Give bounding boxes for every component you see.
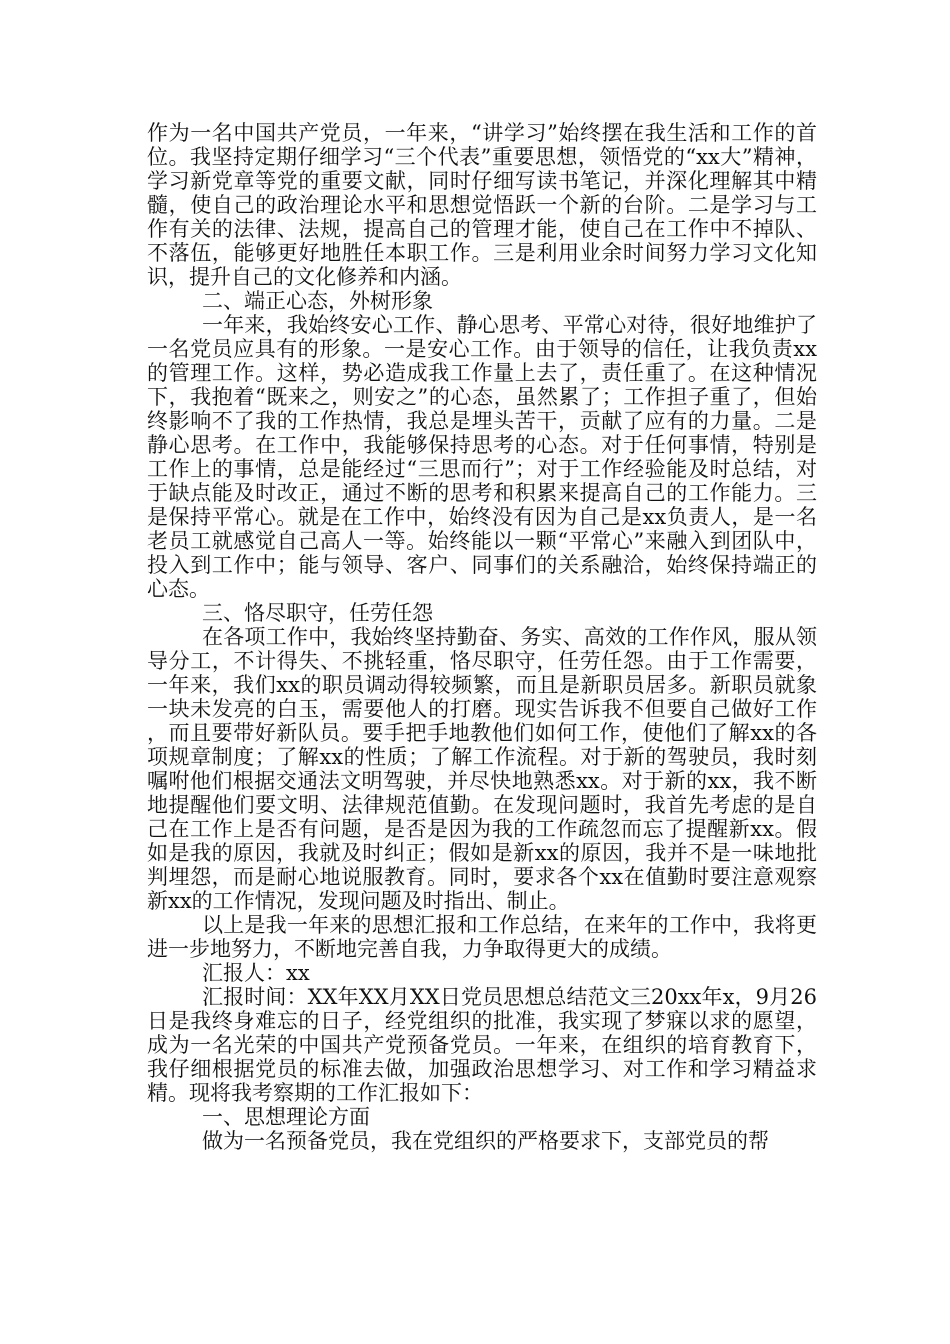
- paragraph-conclusion: 以上是我一年来的思想汇报和工作总结，在来年的工作中，我将更进一步地努力，不断地完善自我，力争取得更大的成绩。: [147, 913, 817, 961]
- paragraph-theory: 做为一名预备党员，我在党组织的严格要求下，支部党员的帮: [202, 1129, 769, 1153]
- paragraph-attitude: 一年来，我始终安心工作、静心思考、平常心对待，很好地维护了一名党员应具有的形象。一是安心工作。由于领导的信任，让我负责xx的管理工作。这样，势必造成我工作量上去了，责任重了。在这种情况下，我抱着“既来之，则安之”的心态，虽然累了；工作担子重了，但始终影响不了我的工作热情，我总是埋头苦干，贡献了应有的力量。二是静心思考。在工作中，我能够保持思考的心态。对于任何事情，特别是工作上的事情，总是能经过“三思而行”；对于工作经验能及时总结，对于缺点能及时改正，通过不断的思考和积累来提高自己的工作能力。三是保持平常心。就是在工作中，始终没有因为自己是xx负责人，是一名老员工就感觉自己高人一等。始终能以一颗“平常心”来融入到团队中，投入到工作中；能与领导、客户、同事们的关系融洽，始终保持端正的心态。: [147, 313, 817, 601]
- document-body: [147, 121, 817, 1153]
- section-heading-duty: 三、恪尽职守，任劳任怨: [202, 601, 433, 625]
- report-time-paragraph: 汇报时间：XX年XX月XX日党员思想总结范文三20xx年x，9月26日是我终身难忘的日子，经党组织的批准，我实现了梦寐以求的愿望，成为一名光荣的中国共产党预备党员。一年来，在组织的培育教育下，我仔细根据党员的标准去做，加强政治思想学习、对工作和学习精益求精。现将我考察期的工作汇报如下：: [147, 985, 817, 1105]
- reporter-line: 汇报人：xx: [202, 961, 310, 985]
- paragraph-duty: 在各项工作中，我始终坚持勤奋、务实、高效的工作作风，服从领导分工，不计得失、不挑轻重，恪尽职守，任劳任怨。由于工作需要，一年来，我们xx的职员调动得较频繁，而且是新职员居多。新职员就象一块未发亮的白玉，需要他人的打磨。现实告诉我不但要自己做好工作，而且要带好新队员。要手把手地教他们如何工作，使他们了解xx的各项规章制度；了解xx的性质；了解工作流程。对于新的驾驶员，我时刻嘱咐他们根据交通法文明驾驶，并尽快地熟悉xx。对于新的xx，我不断地提醒他们要文明、法律规范值勤。在发现问题时，我首先考虑的是自己在工作上是否有问题，是否是因为我的工作疏忽而忘了提醒新xx。假如是我的原因，我就及时纠正；假如是新xx的原因，我并不是一味地批判埋怨，而是耐心地说服教育。同时，要求各个xx在值勤时要注意观察新xx的工作情况，发现问题及时指出、制止。: [147, 625, 817, 913]
- section-heading-attitude: 二、端正心态，外树形象: [202, 289, 433, 313]
- section-heading-theory: 一、思想理论方面: [202, 1105, 370, 1129]
- paragraph-study: 作为一名中国共产党员，一年来，“讲学习”始终摆在我生活和工作的首位。我坚持定期仔细学习“三个代表”重要思想，领悟党的“xx大”精神，学习新党章等党的重要文献，同时仔细写读书笔记，并深化理解其中精髓，使自己的政治理论水平和思想觉悟跃一个新的台阶。二是学习与工作有关的法律、法规，提高自己的管理才能，使自己在工作中不掉队、不落伍，能够更好地胜任本职工作。三是利用业余时间努力学习文化知识，提升自己的文化修养和内涵。: [147, 121, 817, 289]
